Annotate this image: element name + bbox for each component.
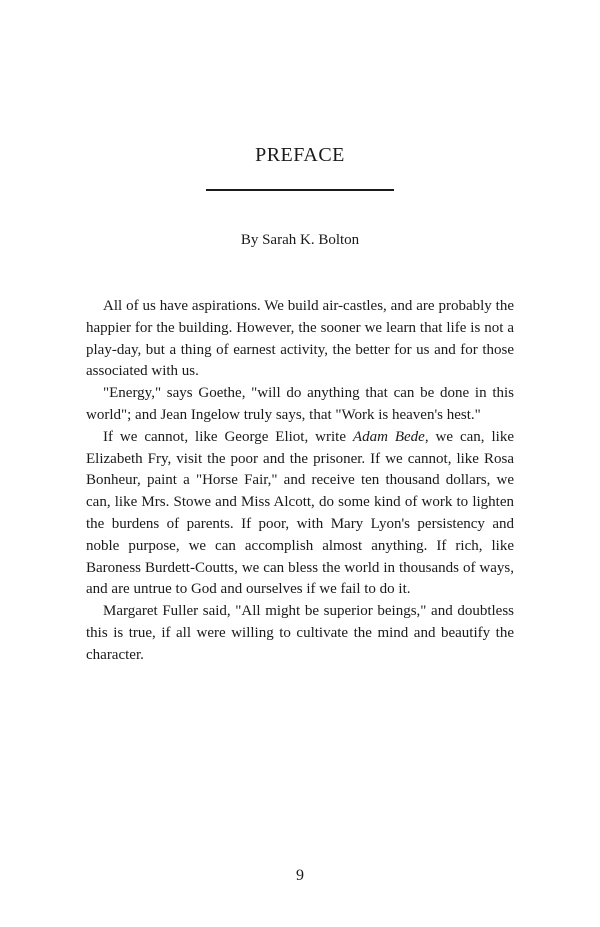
paragraph-3 (86, 427, 514, 601)
paragraph-4: Margaret Fuller said, "All might be superior beings," and doubtless this is true, if all were willing to cultivate the mind and beautify the character. (86, 603, 514, 663)
preface-body (86, 296, 514, 667)
paragraph-1: All of us have aspirations. We build air-castles, and are probably the happier for the building. However, the sooner we learn that life is not a play-day, but a thing of earnest activity, the better for us and for those associated with us. (86, 298, 514, 380)
page-title: PREFACE (255, 144, 345, 166)
paragraph-3-before: If we cannot, like George Eliot, write (103, 428, 353, 445)
paragraph-2: "Energy," says Goethe, "will do anything that can be done in this world"; and Jean Ingelow truly says, that "Work is heaven's hest." (86, 385, 514, 423)
book-title-italic: Adam Bede (352, 428, 425, 445)
paragraph-3-after: , we can, like Elizabeth Fry, visit the poor and the prisoner. If we cannot, like Rosa Bonheur, paint a "Horse Fair," and receive ten thousand dollars, we can, like Mrs. Stowe and Miss Alcott, do some kind of work to lighten the burdens of parents. If poor, with Mary Lyon's persistency and noble purpose, we can accomplish almost anything. If rich, like Baroness Burdett-Coutts, we can bless the world in thousands of ways, and are untrue to God and ourselves if we fail to do it. (86, 428, 514, 598)
page-number: 9 (296, 867, 304, 884)
title-divider (206, 189, 394, 191)
author-byline: By Sarah K. Bolton (240, 232, 360, 248)
